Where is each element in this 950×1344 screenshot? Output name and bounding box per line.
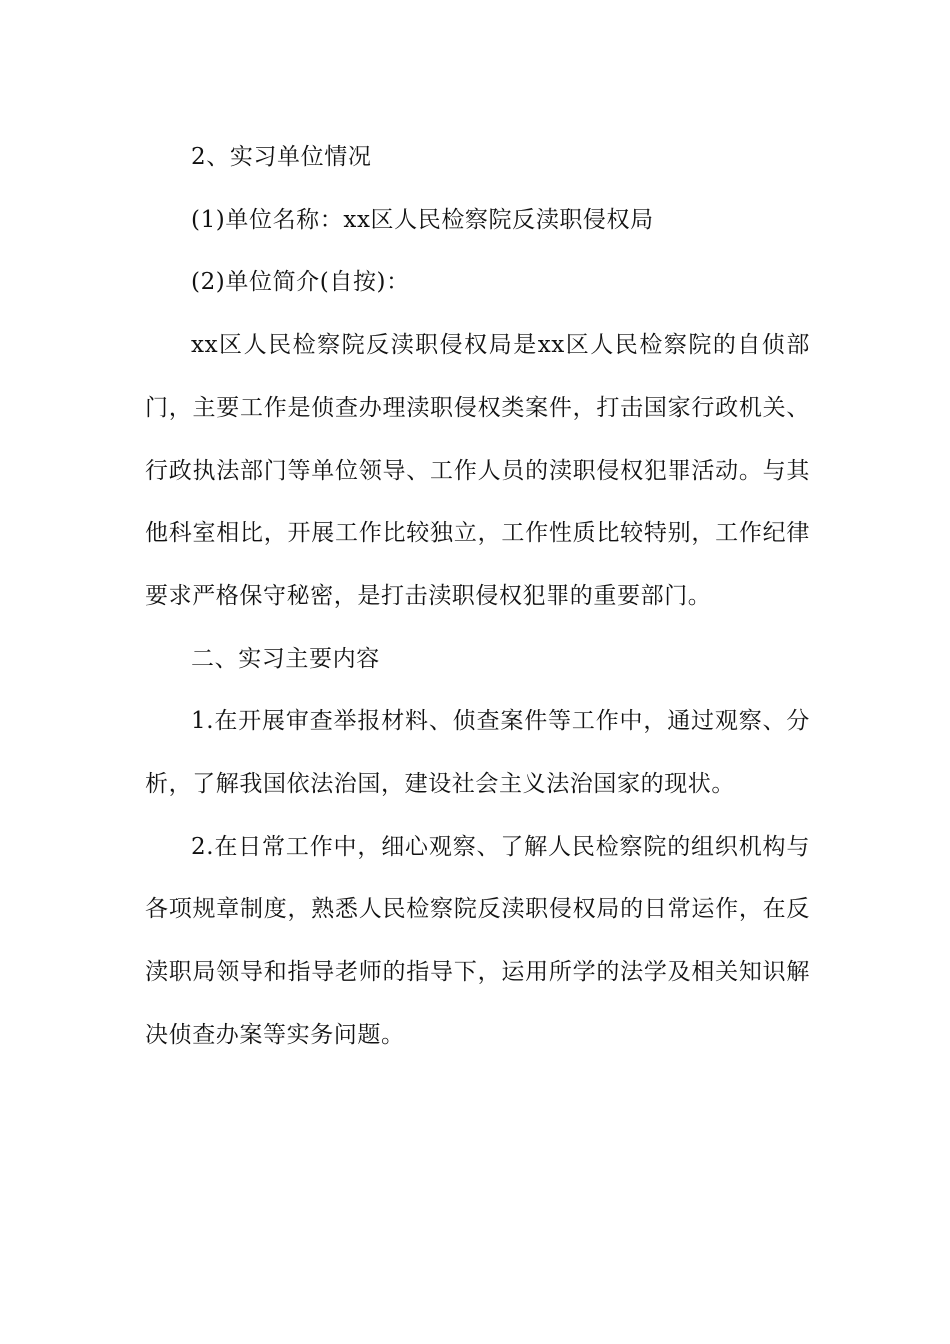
section-heading-unit-info: 2、实习单位情况 [191, 144, 372, 170]
unit-intro-heading: (2)单位简介(自按)： [191, 269, 410, 296]
unit-intro-paragraph: xx区人民检察院反渎职侵权局是xx区人民检察院的自侦部门，主要工作是侦查办理渎职侵权类案件，打击国家行政机关、行政执法部门等单位领导、工作人员的渎职侵权犯罪活动。与其他科室相比，开展工作比较独立，工作性质比较特别，工作纪律要求严格保守秘密，是打击渎职侵权犯罪的重要部门。 [145, 332, 810, 609]
document-body [145, 126, 810, 1067]
section-heading-main-content: 二、实习主要内容 [191, 645, 380, 672]
unit-name-line: (1)单位名称：xx区人民检察院反渎职侵权局 [191, 206, 654, 233]
content-item-1: 1.在开展审查举报材料、侦查案件等工作中，通过观察、分析，了解我国依法治国，建设社会主义法治国家的现状。 [145, 708, 810, 798]
content-item-2: 2.在日常工作中，细心观察、了解人民检察院的组织机构与各项规章制度，熟悉人民检察院反渎职侵权局的日常运作，在反渎职局领导和指导老师的指导下，运用所学的法学及相关知识解决侦查办案等实务问题。 [145, 833, 810, 1048]
